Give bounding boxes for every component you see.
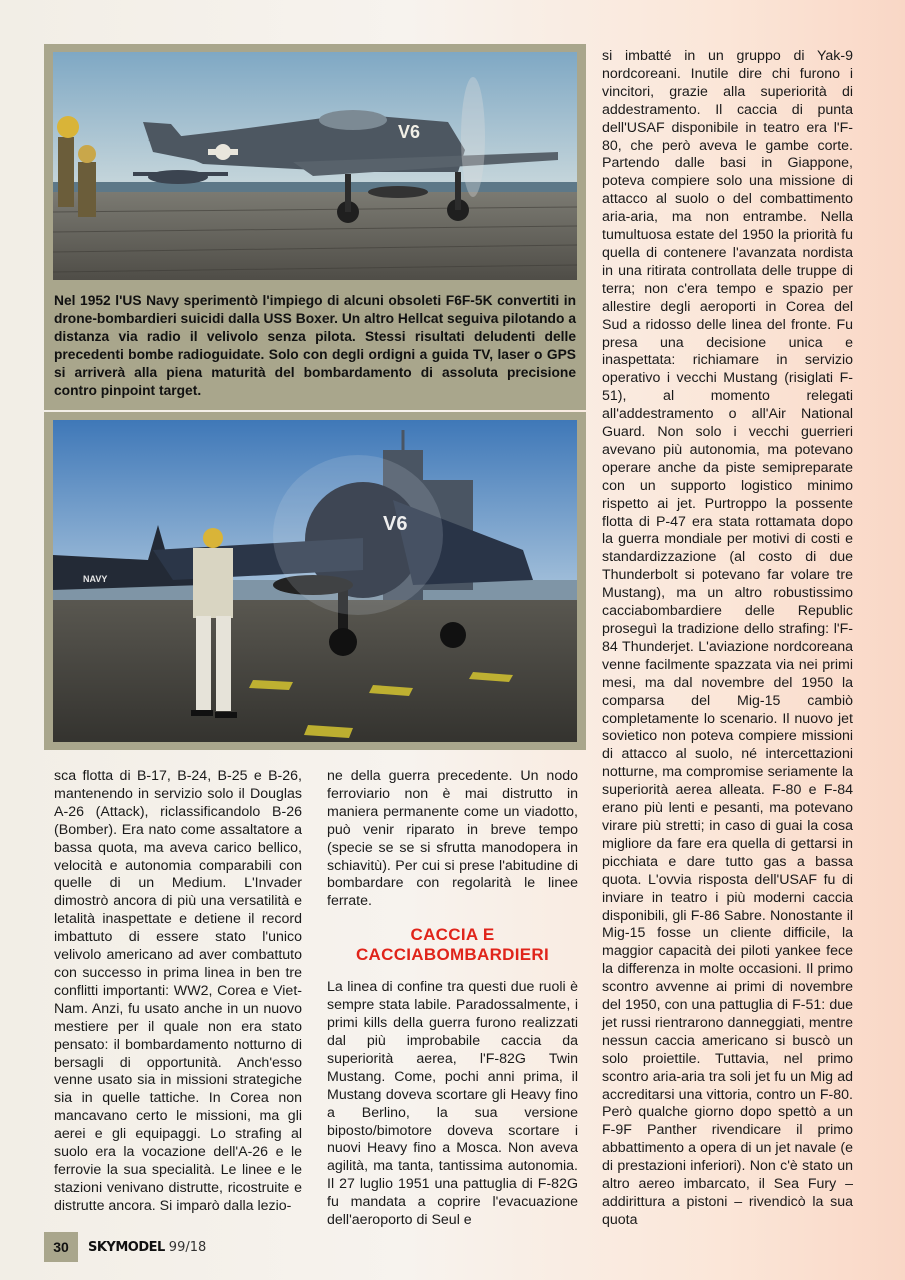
page-number: 30 [44,1232,78,1262]
issue-number: 99/18 [168,1239,207,1255]
text-column-middle [327,768,578,1230]
figure-2 [44,412,586,750]
photo-hellcat-deck [53,420,577,742]
hellcat-deck-illustration [53,420,577,742]
figure-1 [44,44,586,410]
column-left-paragraph: sca flotta di B-17, B-24, B-25 e B-26, mantenendo in servizio solo il Douglas A-26 (Attack), riclassificandolo B-26 (Bomber). Era nato come assaltatore a bassa quota, ma aveva carico bellico, velocità e autonomia comparabili con quelle di un Medium. L'Invader dimostrò ancora di più una versatilità e letalità inaspettate e detiene il record imbattuto di essere stato l'unico velivolo americano ad aver combattuto con successo in prima linea in ben tre conflitti importanti: WW2, Corea e Viet-Nam. Anzi, fu usato anche in un nuovo mestiere per il quale non era stato pensato: il bombardamento notturno di bersagli di opportunità. Anch'esso venne usato sia in missioni strategiche sia in quelle tattiche. In Corea non mancavano certo le missioni, ma gli aerei e gli equipaggi. Lo strafing al suolo era la vocazione dell'A-26 e le ferrovie la sua specialità. Le linee e le stazioni venivano distrutte, ricostruite e distrutte ancora. Si imparò dalla lezio- [54,768,302,1214]
hellcat-photo-illustration [53,52,577,280]
fig1-aircraft-code: V6 [398,122,421,142]
section-heading-line2: CACCIABOMBARDIERI [355,945,550,965]
fig2-aircraft-code: V6 [383,513,408,535]
text-column-right [602,48,853,1230]
column-right-paragraph: si imbatté in un gruppo di Yak-9 nordcoreani. Inutile dire chi furono i vincitori, grazie alla superiorità di addestramento. Il caccia di punta dell'USAF disponibile in teatro era l'F-80, che però aveva le gambe corte. Partendo dalle basi in Giappone, poteva compiere solo una missione di attacco al suolo o del combattimento aria-aria, ma non entrambe. Nella tumultuosa estate del 1950 la priorità fu quella di contenere l'avanzata nordista in una ritirata controllata delle truppe di terra; non c'era tempo e spazio per allestire degli aeroporti in Corea del Sud a ridosso delle linea del fronte. Fu presa una decisione unica e inaspettata: richiamare in servizio operativo i vecchi Mustang (risiglati F-51), al momento relegati all'addestramento o all'Air National Guard. Non solo i vecchi guerrieri avevano più autonomia, ma potevano operare anche da piste semipreparate con un supporto logistico minimo rispetto ai jet. Purtroppo la possente flotta di P-47 era stata rottamata dopo la guerra mondiale per motivi di costi e standardizzazione (al costo di due Thunderbolt si potevano far volare tre Mustang), ma un altro robustissimo cacciabombardiere delle Republic proseguì la tradizione dello strafing: l'F-84 Thunderjet. L'aviazione nordcoreana venne facilmente spazzata via nei primi mesi, ma dal novembre del 1950 la comparsa del Mig-15 cambiò completamente lo scenario. Il nuovo jet sovietico non poteva compiere missioni di attacco al suolo, né intercettazioni notturne, ma compromise seriamente la superiorità aerea alleata. F-80 e F-84 erano più lenti e pesanti, ma potevano virare più stretti; in caso di guai la cosa migliore da fare era quella di gettarsi in picchiata e dare tutto gas a bassa quota. L'ovvia risposta dell'USAF fu di inviare in teatro i più moderni caccia disponibili, gli F-86 Sabre. Nonostante il Mig-15 fosse un cliente difficile, la maggior capacità dei piloti yankee fece la differenza in molte occasioni. Il primo scontro avvenne ai primi di novembre del 1950, con una pattuglia di F-51: due jet russi rientrarono danneggiati, mentre nessun caccia americano si buscò un solo proiettile. Tuttavia, nel primo scontro aria-aria tra soli jet fu un Mig ad accreditarsi una vittoria, contro un F-80. Però qualche giorno dopo spettò a un F-9F Panther rivendicare il primo abbattimento a opera di un jet navale (e di prestazioni inferiori). Non c'è stato un altro aereo imbarcato, il Sea Fury – addirittura a pistoni – rivendicò la sua quota [602,48,853,1228]
figure-1-caption: Nel 1952 l'US Navy sperimentò l'impiego di alcuni obsoleti F6F-5K convertiti in drone-bombardieri suicidi dalla USS Boxer. Un altro Hellcat seguiva pilotando a distanza via radio il velivolo senza pilota. Stessi risultati deludenti delle precedenti bombe radioguidate. Solo con degli ordigni a guida TV, laser o GPS si arriverà alla piena maturità del bombardamento di assoluta precisione contro pinpoint target. [54,293,576,398]
text-column-left [54,768,302,1216]
photo-hellcat-takeoff [53,52,577,280]
page-footer [44,1232,206,1262]
fig2-navy-label: NAVY [83,574,108,584]
magazine-logo: SKYMODEL [88,1239,165,1255]
section-heading-line1: CACCIA E [410,925,495,945]
section-heading [327,925,578,965]
column-mid-intro: ne della guerra precedente. Un nodo ferroviario non è mai distrutto in maniera permanente come un viadotto, può venir riparato in breve tempo (specie se se si sfrutta manodopera in schiavitù). Per cui si prese l'abitudine di bombardare con regolarità le linee ferrate. [327,768,578,910]
column-mid-body: La linea di confine tra questi due ruoli è sempre stata labile. Paradossalmente, i primi kills della guerra furono realizzati dal più improbabile caccia da superiorità aerea, l'F-82G Twin Mustang. Come, pochi anni prima, il Mustang doveva scortare gli Heavy fino a Berlino, la sua versione biposto/bimotore doveva scortare i nuovi Heavy fino a Mosca. Non aveva agilità, ma tanta, tantissima autonomia. Il 27 luglio 1951 una pattuglia di F-82G fu mandata a coprire l'evacuazione dell'aeroporto di Seul e [327,979,578,1229]
